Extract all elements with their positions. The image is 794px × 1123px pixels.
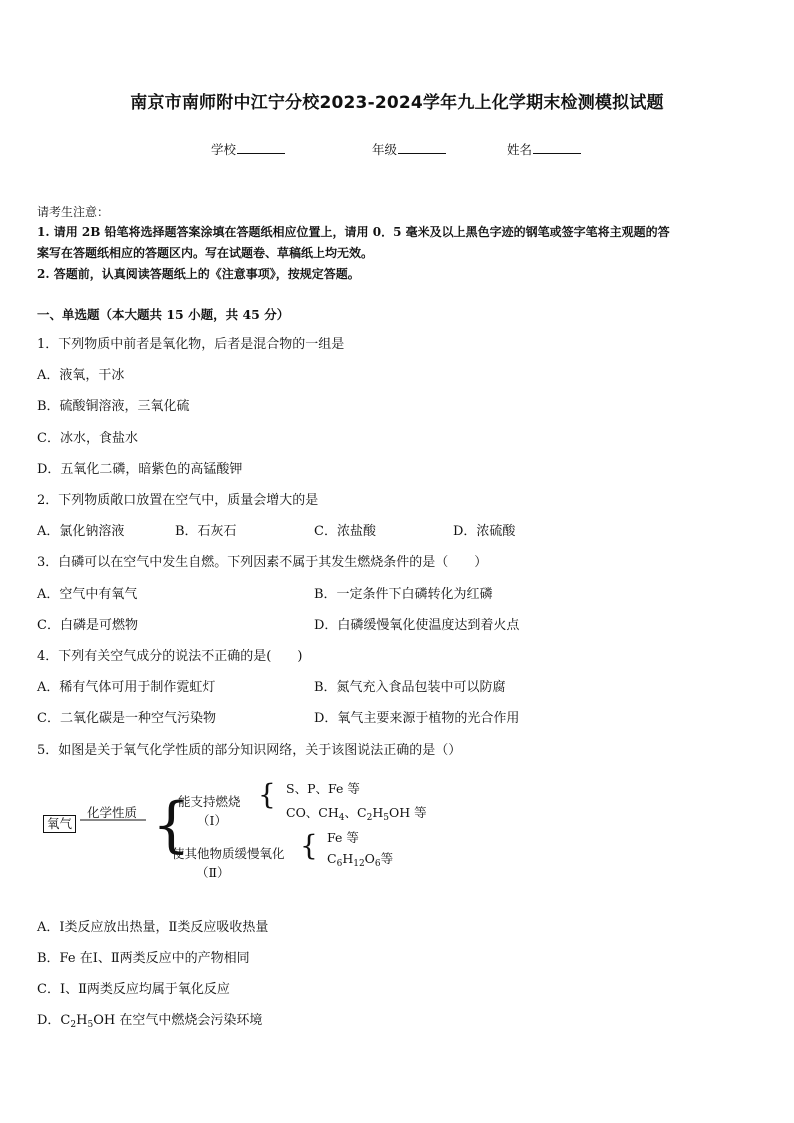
grade-label: 年级 <box>372 142 398 157</box>
diagram-root-oxygen: 氧气 <box>43 815 76 833</box>
diagram-root-label: 化学性质 <box>87 805 138 820</box>
q5-option-d: D．$C_2H_5OH$ 在空气中燃烧会污染环境 <box>37 1013 263 1030</box>
diagram-connector-line <box>80 818 150 824</box>
diagram-branch1: 能支持燃烧 <box>178 794 241 809</box>
school-field <box>211 140 285 158</box>
notice-line2: 2. 答题前，认真阅读答题纸上的《注意事项》，按规定答题。 <box>37 267 360 281</box>
q5-option-b: B．Fe 在Ⅰ、Ⅱ两类反应中的产物相同 <box>37 951 250 966</box>
page-title: 南京市南师附中江宁分校2023-2024学年九上化学期末检测模拟试题 <box>130 93 664 113</box>
q2-option-a: A．氯化钠溶液 <box>37 524 125 539</box>
q2-option-b: B．石灰石 <box>175 524 237 539</box>
q4-option-b: B．氮气充入食品包装中可以防腐 <box>314 680 506 695</box>
q5-stem: 5．如图是关于氧气化学性质的部分知识网络，关于该图说法正确的是（） <box>37 743 462 758</box>
name-field <box>507 140 581 158</box>
notice-line1a: 1. 请用 2B 铅笔将选择题答案涂填在答题纸相应位置上，请用 0．5 毫米及以上黑色字迹的钢笔或签字笔将主观题的答 <box>37 225 670 239</box>
q5-option-a: A．Ⅰ类反应放出热量，Ⅱ类反应吸收热量 <box>37 920 269 935</box>
q1-option-a: A．液氧，干冰 <box>37 368 125 383</box>
diagram-branch1-num: （Ⅰ） <box>197 813 227 828</box>
q1-option-b: B．硫酸铜溶液，三氧化硫 <box>37 399 190 414</box>
grade-blank <box>398 141 446 154</box>
notice-line1b: 案写在答题纸相应的答题区内。写在试题卷、草稿纸上均无效。 <box>37 246 374 260</box>
q5-option-c: C．Ⅰ、Ⅱ两类反应均属于氧化反应 <box>37 982 230 997</box>
diagram-b1-item1: S、P、Fe 等 <box>286 781 360 796</box>
q4-option-c: C．二氧化碳是一种空气污染物 <box>37 711 216 726</box>
q1-stem: 1．下列物质中前者是氧化物，后者是混合物的一组是 <box>37 337 345 352</box>
q3-option-d: D．白磷缓慢氧化使温度达到着火点 <box>314 618 520 633</box>
diagram-main-brace: { <box>152 790 191 860</box>
q2-option-c: C．浓盐酸 <box>314 524 376 539</box>
q3-stem: 3．白磷可以在空气中发生自燃。下列因素不属于其发生燃烧条件的是（ ） <box>37 555 488 570</box>
q4-option-d: D．氧气主要来源于植物的光合作用 <box>314 711 520 726</box>
school-blank <box>237 141 285 154</box>
notice-heading: 请考生注意： <box>37 205 110 219</box>
grade-field <box>372 140 446 158</box>
school-label: 学校 <box>211 142 237 157</box>
section-heading: 一、单选题（本大题共 15 小题，共 45 分） <box>37 307 290 322</box>
q3-option-a: A．空气中有氧气 <box>37 587 138 602</box>
q2-stem: 2．下列物质敞口放置在空气中，质量会增大的是 <box>37 493 319 508</box>
q3-option-c: C．白磷是可燃物 <box>37 618 138 633</box>
diagram-branch2: 使其他物质缓慢氧化 <box>172 846 285 861</box>
diagram-branch2-num: （Ⅱ） <box>196 865 230 880</box>
diagram-b2-item1: Fe 等 <box>327 830 359 845</box>
name-blank <box>533 141 581 154</box>
name-label: 姓名 <box>507 142 533 157</box>
q1-option-c: C．冰水，食盐水 <box>37 431 138 446</box>
q3-option-b: B．一定条件下白磷转化为红磷 <box>314 587 493 602</box>
q4-stem: 4．下列有关空气成分的说法不正确的是( ) <box>37 649 303 664</box>
diagram-b2-item2: $C_6H_{12}O_6$等 <box>327 851 394 869</box>
q4-option-a: A．稀有气体可用于制作霓虹灯 <box>37 680 216 695</box>
diagram-b1-item2: CO、$CH_4$、$C_2H_5OH$ 等 <box>286 805 427 823</box>
diagram-branch2-brace: { <box>300 829 318 862</box>
q2-option-d: D．浓硫酸 <box>453 524 516 539</box>
diagram-branch1-brace: { <box>258 778 276 811</box>
q1-option-d: D．五氧化二磷，暗紫色的高锰酸钾 <box>37 462 243 477</box>
